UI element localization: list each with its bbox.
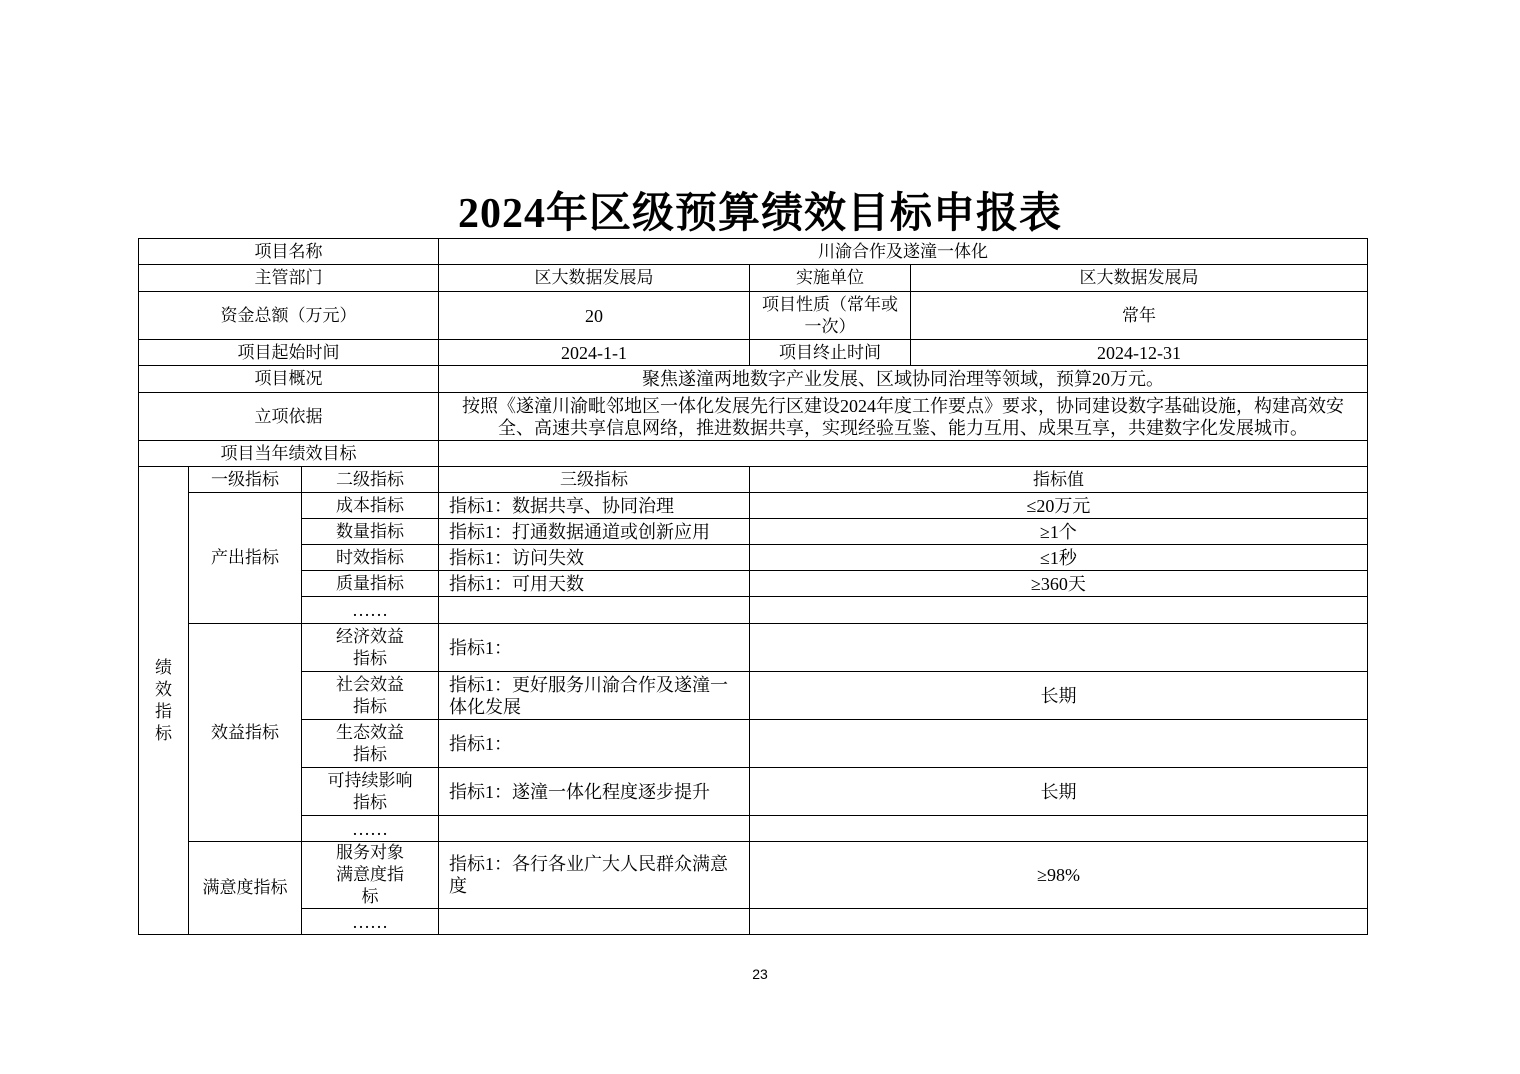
row-project-name (139, 239, 1368, 265)
header-level2: 二级指标 (302, 467, 439, 493)
level3-cell: 指标1： (439, 720, 750, 768)
value-cell (750, 720, 1368, 768)
page-title: 2024年区级预算绩效目标申报表 (457, 191, 1062, 237)
level2-text: 经济效益指标 (336, 626, 404, 669)
page-number: 23 (752, 966, 768, 982)
value-end-time: 2024-12-31 (911, 340, 1368, 366)
indicator-header-row (139, 467, 1368, 493)
level3-cell: 指标1：更好服务川渝合作及遂潼一体化发展 (439, 672, 750, 720)
row-annual-goal (139, 441, 1368, 467)
value-cell (750, 816, 1368, 842)
label-total-funds: 资金总额（万元） (139, 292, 439, 340)
level2-cell (302, 720, 439, 768)
value-cell: ≤20万元 (750, 493, 1368, 519)
label-nature: 项目性质（常年或一次） (750, 292, 911, 340)
value-total-funds: 20 (439, 292, 750, 340)
level2-cell: 质量指标 (302, 571, 439, 597)
indicator-row (139, 519, 1368, 545)
level3-cell: 指标1：数据共享、协同治理 (439, 493, 750, 519)
level2-cell (302, 624, 439, 672)
level2-cell: …… (302, 909, 439, 935)
label-basis: 立项依据 (139, 393, 439, 441)
label-implementer: 实施单位 (750, 265, 911, 292)
level2-text: 服务对象满意度指标 (336, 843, 404, 907)
budget-performance-table (138, 238, 1368, 935)
label-end-time: 项目终止时间 (750, 340, 911, 366)
value-annual-goal (439, 441, 1368, 467)
label-department: 主管部门 (139, 265, 439, 292)
indicator-row (139, 720, 1368, 768)
value-cell: ≥1个 (750, 519, 1368, 545)
indicator-row (139, 597, 1368, 624)
level2-cell: …… (302, 816, 439, 842)
header-level1: 一级指标 (189, 467, 302, 493)
value-department: 区大数据发展局 (439, 265, 750, 292)
level2-text: 可持续影响指标 (327, 770, 413, 813)
level3-cell (439, 816, 750, 842)
value-cell: ≤1秒 (750, 545, 1368, 571)
label-start-time: 项目起始时间 (139, 340, 439, 366)
group-benefit: 效益指标 (189, 624, 302, 842)
value-start-time: 2024-1-1 (439, 340, 750, 366)
indicator-row (139, 909, 1368, 935)
row-overview (139, 366, 1368, 393)
level2-cell: 数量指标 (302, 519, 439, 545)
indicator-row (139, 571, 1368, 597)
value-cell (750, 624, 1368, 672)
indicator-row (139, 672, 1368, 720)
value-cell: ≥360天 (750, 571, 1368, 597)
value-cell: 长期 (750, 768, 1368, 816)
level2-cell (302, 672, 439, 720)
label-perf-indicators-text: 绩效指标 (155, 657, 172, 744)
value-cell: ≥98% (750, 842, 1368, 909)
level2-text: 社会效益指标 (336, 674, 404, 717)
header-level3: 三级指标 (439, 467, 750, 493)
level3-cell: 指标1：访问失效 (439, 545, 750, 571)
header-value: 指标值 (750, 467, 1368, 493)
level2-cell (302, 768, 439, 816)
row-time (139, 340, 1368, 366)
level3-cell: 指标1：各行各业广大人民群众满意度 (439, 842, 750, 909)
value-implementer: 区大数据发展局 (911, 265, 1368, 292)
indicator-row (139, 768, 1368, 816)
level3-cell (439, 597, 750, 624)
label-project-name: 项目名称 (139, 239, 439, 265)
value-overview: 聚焦遂潼两地数字产业发展、区域协同治理等领域，预算20万元。 (439, 366, 1368, 393)
level2-text: 生态效益指标 (336, 722, 404, 765)
level2-cell (302, 842, 439, 909)
indicator-row (139, 816, 1368, 842)
value-cell (750, 909, 1368, 935)
level3-cell: 指标1： (439, 624, 750, 672)
label-annual-goal: 项目当年绩效目标 (139, 441, 439, 467)
indicator-row (139, 493, 1368, 519)
value-basis: 按照《遂潼川渝毗邻地区一体化发展先行区建设2024年度工作要点》要求，协同建设数字基础设施，构建高效安全、高速共享信息网络，推进数据共享，实现经验互鉴、能力互用、成果互享，共建数字化发展城市。 (439, 393, 1368, 441)
row-department (139, 265, 1368, 292)
level3-cell (439, 909, 750, 935)
level3-cell: 指标1：打通数据通道或创新应用 (439, 519, 750, 545)
row-funds (139, 292, 1368, 340)
label-overview: 项目概况 (139, 366, 439, 393)
label-perf-indicators (139, 467, 189, 935)
group-output: 产出指标 (189, 493, 302, 624)
indicator-row (139, 842, 1368, 909)
indicator-row (139, 545, 1368, 571)
level2-cell: …… (302, 597, 439, 624)
group-satisfaction: 满意度指标 (189, 842, 302, 935)
value-nature: 常年 (911, 292, 1368, 340)
indicator-row (139, 624, 1368, 672)
value-cell (750, 597, 1368, 624)
level2-cell: 时效指标 (302, 545, 439, 571)
value-cell: 长期 (750, 672, 1368, 720)
level3-cell: 指标1：遂潼一体化程度逐步提升 (439, 768, 750, 816)
value-project-name: 川渝合作及遂潼一体化 (439, 239, 1368, 265)
level2-cell: 成本指标 (302, 493, 439, 519)
level3-cell: 指标1：可用天数 (439, 571, 750, 597)
row-basis (139, 393, 1368, 441)
